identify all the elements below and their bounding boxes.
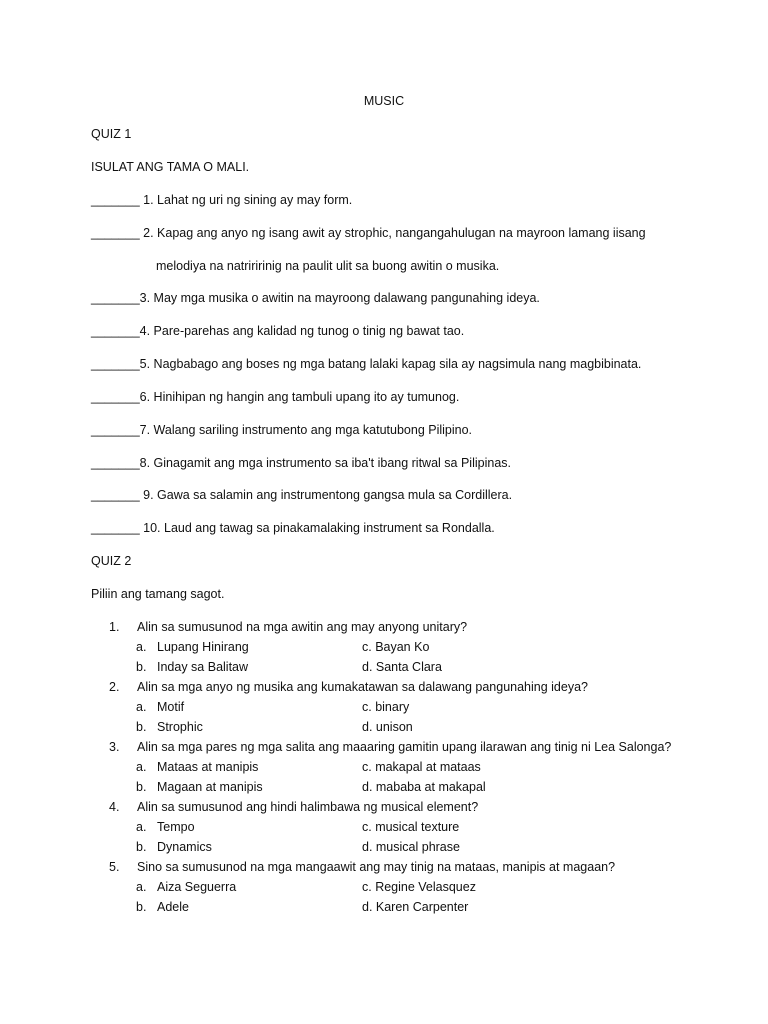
question-text: Alin sa mga anyo ng musika ang kumakatawan sa dalawang pangunahing ideya?	[137, 680, 588, 694]
choice-text: Aiza Seguerra	[157, 880, 237, 894]
question-1-choice-a	[136, 640, 249, 654]
quiz1-item-10: _______ 10. Laud ang tawag sa pinakamalaking instrument sa Rondalla.	[91, 521, 495, 535]
quiz1-item-8: _______8. Ginagamit ang mga instrumento sa iba't ibang ritwal sa Pilipinas.	[91, 456, 511, 470]
question-2-choice-c: c. binary	[362, 700, 410, 714]
question-1-choice-c: c. Bayan Ko	[362, 640, 430, 654]
choice-letter: a.	[136, 700, 147, 714]
choice-letter: a.	[136, 760, 147, 774]
question-5-choice-d: d. Karen Carpenter	[362, 900, 469, 914]
choice-letter: b.	[136, 720, 147, 734]
question-text: Alin sa sumusunod ang hindi halimbawa ng musical element?	[137, 800, 479, 814]
quiz1-item-7: _______7. Walang sariling instrumento ang mga katutubong Pilipino.	[91, 423, 473, 437]
question-4-choice-c: c. musical texture	[362, 820, 460, 834]
quiz1-item-4: _______4. Pare-parehas ang kalidad ng tunog o tinig ng bawat tao.	[91, 324, 465, 338]
choice-letter: b.	[136, 780, 147, 794]
question-3-choice-d: d. mababa at makapal	[362, 780, 486, 794]
choice-text: Tempo	[157, 820, 195, 834]
question-3-choice-b	[136, 780, 263, 794]
choice-letter: b.	[136, 840, 147, 854]
question-text: Alin sa mga pares ng mga salita ang maaaring gamitin upang ilarawan ang tinig ni Lea Salonga?	[137, 740, 672, 754]
quiz1-item-3: _______3. May mga musika o awitin na mayroong dalawang pangunahing ideya.	[91, 291, 540, 305]
question-4-choice-b	[136, 840, 212, 854]
quiz1-item-6: _______6. Hinihipan ng hangin ang tambuli upang ito ay tumunog.	[91, 390, 460, 404]
question-4-choice-a	[136, 820, 195, 834]
question-5	[109, 860, 615, 874]
question-3-choice-c: c. makapal at mataas	[362, 760, 481, 774]
question-4	[109, 800, 478, 814]
choice-text: Lupang Hinirang	[157, 640, 249, 654]
question-2	[109, 680, 588, 694]
quiz2-heading: QUIZ 2	[91, 554, 132, 568]
question-number: 4.	[109, 800, 120, 814]
question-text: Sino sa sumusunod na mga mangaawit ang may tinig na mataas, manipis at magaan?	[137, 860, 616, 874]
question-5-choice-c: c. Regine Velasquez	[362, 880, 476, 894]
choice-text: Strophic	[157, 720, 203, 734]
question-number: 1.	[109, 620, 120, 634]
choice-text: Inday sa Balitaw	[157, 660, 249, 674]
question-2-choice-b	[136, 720, 203, 734]
question-3-choice-a	[136, 760, 258, 774]
choice-text: Adele	[157, 900, 189, 914]
quiz1-item-2: _______ 2. Kapag ang anyo ng isang awit ay strophic, nangangahulugan na mayroon lamang iisang	[91, 226, 646, 240]
page-title: MUSIC	[363, 94, 405, 108]
choice-letter: a.	[136, 820, 147, 834]
question-5-choice-a	[136, 880, 236, 894]
choice-letter: a.	[136, 640, 147, 654]
question-1-choice-b	[136, 660, 248, 674]
question-number: 5.	[109, 860, 120, 874]
question-3	[109, 740, 671, 754]
question-1-choice-d: d. Santa Clara	[362, 660, 442, 674]
question-2-choice-d: d. unison	[362, 720, 413, 734]
choice-letter: b.	[136, 900, 147, 914]
quiz1-item-1: _______ 1. Lahat ng uri ng sining ay may form.	[91, 193, 353, 207]
quiz2-instruction: Piliin ang tamang sagot.	[91, 587, 225, 601]
question-1	[109, 620, 467, 634]
choice-letter: b.	[136, 660, 147, 674]
quiz1-item-9: _______ 9. Gawa sa salamin ang instrumentong gangsa mula sa Cordillera.	[91, 488, 513, 502]
quiz1-item-5: _______5. Nagbabago ang boses ng mga batang lalaki kapag sila ay nagsimula nang magbibinata.	[91, 357, 642, 371]
quiz1-instruction: ISULAT ANG TAMA O MALI.	[91, 160, 250, 174]
choice-letter: a.	[136, 880, 147, 894]
question-2-choice-a	[136, 700, 184, 714]
choice-text: Dynamics	[157, 840, 212, 854]
question-number: 2.	[109, 680, 120, 694]
choice-text: Mataas at manipis	[157, 760, 259, 774]
question-text: Alin sa sumusunod na mga awitin ang may anyong unitary?	[137, 620, 468, 634]
question-number: 3.	[109, 740, 120, 754]
question-4-choice-d: d. musical phrase	[362, 840, 460, 854]
quiz1-heading: QUIZ 1	[91, 127, 132, 141]
question-5-choice-b	[136, 900, 189, 914]
choice-text: Magaan at manipis	[157, 780, 263, 794]
choice-text: Motif	[157, 700, 185, 714]
quiz1-item-2-continued: melodiya na natriririnig na paulit ulit sa buong awitin o musika.	[156, 259, 500, 273]
